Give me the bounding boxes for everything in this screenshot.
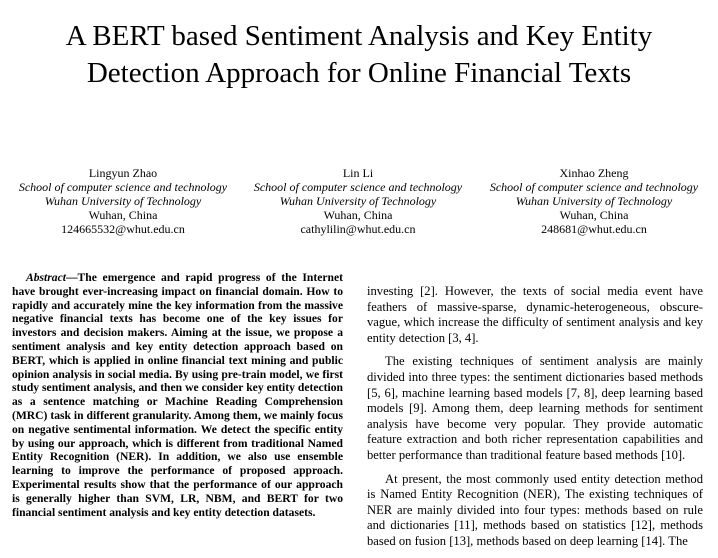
title-line-2: Detection Approach for Online Financial Texts <box>86 57 632 89</box>
author-1 <box>3 166 243 236</box>
author-university: Wuhan University of Technology <box>515 194 673 208</box>
author-name: Lingyun Zhao <box>88 166 158 180</box>
author-3 <box>474 166 714 236</box>
author-2 <box>238 166 478 236</box>
title-line-1: A BERT based Sentiment Analysis and Key Entity <box>65 20 653 52</box>
author-location: Wuhan, China <box>559 208 629 222</box>
author-university: Wuhan University of Technology <box>279 194 437 208</box>
paper-title <box>0 18 718 92</box>
author-name: Xinhao Zheng <box>559 166 629 180</box>
author-name: Lin Li <box>342 166 374 180</box>
paragraph: At present, the most commonly used entity detection method is Named Entity Recognition (NER), The existing techniques of NER are mainly divided into four types: methods based on rule and dictionaries [11], methods based on statistics [12], methods based on fusion [13], methods based on deep learning [14]. The <box>367 471 703 548</box>
author-location: Wuhan, China <box>323 208 393 222</box>
intro-column <box>367 284 703 558</box>
author-school: School of computer science and technology <box>489 180 699 194</box>
abstract <box>12 271 343 519</box>
author-university: Wuhan University of Technology <box>44 194 202 208</box>
paragraph: investing [2]. However, the texts of social media event have feathers of massive-sparse, dynamic-heterogeneous, obscure-vague, which increase the difficulty of sentiment analysis and key entity detection [3, 4]. <box>367 284 703 345</box>
paragraph: The existing techniques of sentiment analysis are mainly divided into three types: the sentiment dictionaries based methods [5, 6], machine learning based models [7, 8], deep learning based models [9]. Among them, deep learning methods for sentiment analysis have become very popular. They provide automatic feature extraction and both richer representation capabilities and better performance than traditional feature based methods [10]. <box>367 354 703 462</box>
abstract-label: Abstract <box>26 271 66 284</box>
author-email: 248681@whut.edu.cn <box>541 222 647 236</box>
author-school: School of computer science and technology <box>18 180 228 194</box>
author-location: Wuhan, China <box>88 208 158 222</box>
author-email: cathylilin@whut.edu.cn <box>300 222 416 236</box>
author-school: School of computer science and technology <box>253 180 463 194</box>
abstract-text: —The emergence and rapid progress of the Internet have brought ever-increasing impact on financial domain. How to rapidly and accurately mine the key information from the massive negative financial texts has become one of the key issues for investors and decision makers. Aiming at the issue, we propose a sentiment analysis and key entity detection approach based on BERT, which is applied in online financial text mining and public opinion analysis in social media. By using pre-train model, we first study sentiment analysis, and then we consider key entity detection as a sentence matching or Machine Reading Comprehension (MRC) task in different granularity. Among them, we mainly focus on negative sentimental information. We detect the specific entity by using our approach, which is different from traditional Named Entity Recognition (NER). In addition, we also use ensemble learning to improve the performance of proposed approach. Experimental results show that the performance of our approach is generally higher than SVM, LR, NBM, and BERT for two financial sentiment analysis and key entity detection datasets. <box>12 271 343 519</box>
author-email: 124665532@whut.edu.cn <box>61 222 185 236</box>
